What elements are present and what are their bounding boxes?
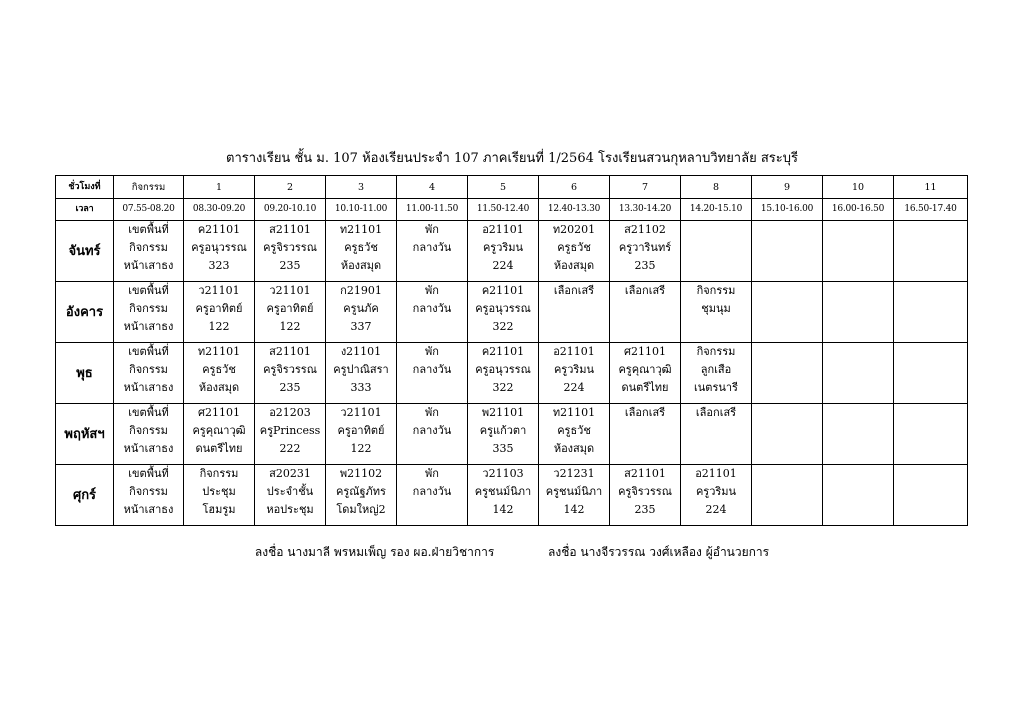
cell-line: ประชุม bbox=[202, 485, 236, 498]
period-cell bbox=[752, 282, 823, 343]
period-cell bbox=[326, 465, 397, 526]
period-cell bbox=[894, 404, 968, 465]
cell-line: ประจำชั้น bbox=[266, 485, 314, 498]
period-time: 11.00-11.50 bbox=[397, 199, 468, 221]
period-number: 6 bbox=[539, 176, 610, 199]
cell-line: เขตพื้นที่ bbox=[128, 345, 169, 358]
cell-line: เขตพื้นที่ bbox=[128, 467, 169, 480]
cell-line: พ21101 bbox=[481, 406, 525, 419]
cell-line: ครูแก้วตา bbox=[479, 424, 527, 437]
cell-line: ค21101 bbox=[481, 284, 525, 297]
period-cell bbox=[681, 465, 752, 526]
cell-line: ส21101 bbox=[269, 345, 311, 358]
cell-line: ครูณัฐภัทร bbox=[336, 485, 386, 498]
day-name: จันทร์ bbox=[56, 221, 114, 282]
day-name: อังคาร bbox=[56, 282, 114, 343]
timetable bbox=[55, 175, 968, 526]
cell-line: 235 bbox=[634, 503, 656, 516]
cell-line: ส21101 bbox=[624, 467, 666, 480]
cell-line: กิจกรรม bbox=[129, 485, 168, 498]
cell-line: เขตพื้นที่ bbox=[128, 223, 169, 236]
cell-line: 224 bbox=[705, 503, 727, 516]
cell-line: กิจกรรม bbox=[199, 467, 239, 480]
cell-line: ครูวริมน bbox=[482, 241, 524, 254]
period-number: 4 bbox=[397, 176, 468, 199]
period-cell bbox=[681, 221, 752, 282]
period-cell bbox=[823, 404, 894, 465]
cell-line: 122 bbox=[279, 320, 301, 333]
period-cell bbox=[397, 404, 468, 465]
cell-line: หอประชุม bbox=[266, 503, 314, 516]
cell-line: กลางวัน bbox=[412, 302, 452, 315]
cell-line: กลางวัน bbox=[412, 241, 452, 254]
period-number: 1 bbox=[184, 176, 255, 199]
period-cell bbox=[468, 221, 539, 282]
period-number: 3 bbox=[326, 176, 397, 199]
period-number: 2 bbox=[255, 176, 326, 199]
signature-director: ลงชื่อ นางจีรวรรณ วงศ์เหลือง ผู้อำนวยการ bbox=[548, 545, 770, 559]
cell-line: กิจกรรม bbox=[696, 345, 736, 358]
day-row bbox=[56, 343, 968, 404]
period-time: 14.20-15.10 bbox=[681, 199, 752, 221]
cell-line: 122 bbox=[208, 320, 230, 333]
cell-line: เลือกเสรี bbox=[553, 284, 595, 297]
day-name: พฤหัสฯ bbox=[56, 404, 114, 465]
cell-line: ครูวารินทร์ bbox=[618, 241, 672, 254]
period-time: 08.30-09.20 bbox=[184, 199, 255, 221]
cell-line: หน้าเสาธง bbox=[123, 259, 174, 272]
period-cell bbox=[397, 221, 468, 282]
cell-line: ศ21101 bbox=[198, 406, 240, 419]
cell-line: ดนตรีไทย bbox=[195, 442, 243, 455]
period-cell bbox=[539, 404, 610, 465]
period-cell bbox=[610, 343, 681, 404]
cell-line: อ21101 bbox=[695, 467, 737, 480]
cell-line: 322 bbox=[492, 381, 514, 394]
day-row bbox=[56, 282, 968, 343]
time-label: เวลา bbox=[56, 199, 114, 221]
cell-line: ครูจิรวรรณ bbox=[618, 485, 672, 498]
activity-cell bbox=[114, 343, 184, 404]
cell-line: โฮมรูม bbox=[202, 503, 236, 516]
cell-line: ครูวริมน bbox=[553, 363, 595, 376]
cell-line: ท21101 bbox=[552, 406, 596, 419]
cell-line: หน้าเสาธง bbox=[123, 442, 174, 455]
period-cell bbox=[468, 465, 539, 526]
cell-line: ว21231 bbox=[553, 467, 595, 480]
period-cell bbox=[894, 221, 968, 282]
cell-line: 337 bbox=[350, 320, 372, 333]
cell-line: ครูนภัค bbox=[343, 302, 379, 315]
cell-line: พัก bbox=[425, 284, 439, 297]
period-cell bbox=[255, 221, 326, 282]
cell-line: ครูธวัช bbox=[202, 363, 236, 376]
period-cell bbox=[681, 343, 752, 404]
cell-line: ครูPrincess bbox=[259, 424, 321, 437]
cell-line: ครูอนุวรรณ bbox=[191, 241, 247, 254]
cell-line: เลือกเสรี bbox=[624, 284, 666, 297]
cell-line: ห้องสมุด bbox=[553, 442, 595, 455]
cell-line: ค21101 bbox=[197, 223, 241, 236]
cell-line: เขตพื้นที่ bbox=[128, 284, 169, 297]
period-cell bbox=[468, 404, 539, 465]
period-time: 11.50-12.40 bbox=[468, 199, 539, 221]
period-cell bbox=[184, 465, 255, 526]
period-cell bbox=[397, 465, 468, 526]
period-cell bbox=[326, 343, 397, 404]
day-name: ศุกร์ bbox=[56, 465, 114, 526]
cell-line: กิจกรรม bbox=[129, 302, 168, 315]
cell-line: พัก bbox=[425, 406, 439, 419]
cell-line: ห้องสมุด bbox=[198, 381, 240, 394]
cell-line: 122 bbox=[350, 442, 372, 455]
cell-line: ครูธวัช bbox=[344, 241, 378, 254]
period-time: 10.10-11.00 bbox=[326, 199, 397, 221]
period-cell bbox=[539, 221, 610, 282]
activity-cell bbox=[114, 221, 184, 282]
cell-line: ครูธวัช bbox=[557, 241, 591, 254]
cell-line: โดมใหญ่2 bbox=[336, 503, 386, 516]
cell-line: 224 bbox=[563, 381, 585, 394]
period-cell bbox=[255, 282, 326, 343]
period-cell bbox=[255, 404, 326, 465]
day-name: พุธ bbox=[56, 343, 114, 404]
period-cell bbox=[326, 404, 397, 465]
cell-line: อ21101 bbox=[553, 345, 595, 358]
activity-cell bbox=[114, 465, 184, 526]
period-cell bbox=[326, 221, 397, 282]
period-time: 09.20-10.10 bbox=[255, 199, 326, 221]
cell-line: ครูคุณาวุฒิ bbox=[192, 424, 246, 437]
cell-line: ท21101 bbox=[197, 345, 241, 358]
cell-line: หน้าเสาธง bbox=[123, 320, 174, 333]
signature-line bbox=[0, 543, 1024, 562]
period-cell bbox=[255, 465, 326, 526]
cell-line: ครูอาทิตย์ bbox=[195, 302, 243, 315]
period-cell bbox=[468, 282, 539, 343]
cell-line: เลือกเสรี bbox=[695, 406, 737, 419]
period-cell bbox=[823, 221, 894, 282]
cell-line: ครูอาทิตย์ bbox=[337, 424, 385, 437]
cell-line: 222 bbox=[279, 442, 301, 455]
activity-time: 07.55-08.20 bbox=[114, 199, 184, 221]
cell-line: ส21101 bbox=[269, 223, 311, 236]
day-row bbox=[56, 404, 968, 465]
cell-line: ว21101 bbox=[340, 406, 382, 419]
cell-line: ครูวริมน bbox=[695, 485, 737, 498]
cell-line: ง21101 bbox=[340, 345, 382, 358]
signature-academic-deputy: ลงชื่อ นางมาลี พรหมเพ็ญ รอง ผอ.ฝ่ายวิชาการ bbox=[254, 545, 495, 559]
cell-line: กิจกรรม bbox=[129, 363, 168, 376]
cell-line: ท20201 bbox=[552, 223, 596, 236]
period-cell bbox=[752, 343, 823, 404]
cell-line: ส20231 bbox=[269, 467, 311, 480]
period-cell bbox=[823, 343, 894, 404]
period-cell bbox=[823, 465, 894, 526]
time-row bbox=[56, 199, 968, 221]
cell-line: ว21103 bbox=[482, 467, 524, 480]
cell-line: พัก bbox=[425, 345, 439, 358]
period-cell bbox=[610, 221, 681, 282]
cell-line: ลูกเสือ bbox=[700, 363, 732, 376]
cell-line: เขตพื้นที่ bbox=[128, 406, 169, 419]
period-cell bbox=[539, 343, 610, 404]
cell-line: กลางวัน bbox=[412, 485, 452, 498]
cell-line: พ21102 bbox=[339, 467, 383, 480]
cell-line: กลางวัน bbox=[412, 424, 452, 437]
cell-line: 142 bbox=[563, 503, 585, 516]
period-time: 16.00-16.50 bbox=[823, 199, 894, 221]
period-cell bbox=[752, 221, 823, 282]
period-cell bbox=[184, 343, 255, 404]
cell-line: ครูคุณาวุฒิ bbox=[618, 363, 672, 376]
period-time: 16.50-17.40 bbox=[894, 199, 968, 221]
cell-line: กลางวัน bbox=[412, 363, 452, 376]
period-cell bbox=[184, 221, 255, 282]
period-cell bbox=[397, 343, 468, 404]
cell-line: 235 bbox=[634, 259, 656, 272]
period-cell bbox=[681, 282, 752, 343]
cell-line: 224 bbox=[492, 259, 514, 272]
cell-line: ค21101 bbox=[481, 345, 525, 358]
cell-line: กิจกรรม bbox=[129, 241, 168, 254]
period-number: 11 bbox=[894, 176, 968, 199]
period-cell bbox=[468, 343, 539, 404]
period-cell bbox=[894, 465, 968, 526]
period-cell bbox=[326, 282, 397, 343]
period-time: 12.40-13.30 bbox=[539, 199, 610, 221]
cell-line: 142 bbox=[492, 503, 514, 516]
period-cell bbox=[823, 282, 894, 343]
cell-line: อ21203 bbox=[269, 406, 311, 419]
cell-line: ดนตรีไทย bbox=[621, 381, 669, 394]
period-cell bbox=[539, 282, 610, 343]
cell-line: กิจกรรม bbox=[696, 284, 736, 297]
cell-line: ท21101 bbox=[339, 223, 383, 236]
period-cell bbox=[539, 465, 610, 526]
period-cell bbox=[255, 343, 326, 404]
page-title: ตารางเรียน ชั้น ม. 107 ห้องเรียนประจำ 107 ภาคเรียนที่ 1/2564 โรงเรียนสวนกุหลาบวิทยาลัย สระบุรี bbox=[226, 151, 798, 166]
activity-label: กิจกรรม bbox=[114, 176, 184, 199]
cell-line: เนตรนารี bbox=[694, 381, 738, 394]
cell-line: ครูจิรวรรณ bbox=[263, 363, 317, 376]
period-time: 13.30-14.20 bbox=[610, 199, 681, 221]
period-cell bbox=[681, 404, 752, 465]
cell-line: ครูอนุวรรณ bbox=[475, 302, 531, 315]
period-cell bbox=[610, 465, 681, 526]
cell-line: ชุมนุม bbox=[701, 302, 731, 315]
period-number: 7 bbox=[610, 176, 681, 199]
cell-line: ว21101 bbox=[198, 284, 240, 297]
cell-line: 235 bbox=[279, 259, 301, 272]
period-cell bbox=[752, 404, 823, 465]
cell-line: 322 bbox=[492, 320, 514, 333]
period-cell bbox=[894, 282, 968, 343]
period-cell bbox=[610, 282, 681, 343]
period-time: 15.10-16.00 bbox=[752, 199, 823, 221]
cell-line: 335 bbox=[492, 442, 514, 455]
cell-line: 235 bbox=[279, 381, 301, 394]
period-label: ชั่วโมงที่ bbox=[56, 176, 114, 199]
period-cell bbox=[184, 282, 255, 343]
activity-cell bbox=[114, 404, 184, 465]
cell-line: 323 bbox=[208, 259, 230, 272]
day-row bbox=[56, 465, 968, 526]
cell-line: หน้าเสาธง bbox=[123, 503, 174, 516]
period-number: 8 bbox=[681, 176, 752, 199]
period-number: 5 bbox=[468, 176, 539, 199]
cell-line: ครูปาณิสรา bbox=[333, 363, 389, 376]
cell-line: ครูชนม์นิภา bbox=[474, 485, 532, 498]
period-cell bbox=[610, 404, 681, 465]
cell-line: ครูธวัช bbox=[557, 424, 591, 437]
cell-line: ห้องสมุด bbox=[553, 259, 595, 272]
cell-line: กิจกรรม bbox=[129, 424, 168, 437]
period-header-row bbox=[56, 176, 968, 199]
cell-line: ครูอาทิตย์ bbox=[266, 302, 314, 315]
cell-line: พัก bbox=[425, 223, 439, 236]
cell-line: ส21102 bbox=[624, 223, 666, 236]
cell-line: ครูอนุวรรณ bbox=[475, 363, 531, 376]
period-cell bbox=[894, 343, 968, 404]
cell-line: 333 bbox=[350, 381, 372, 394]
period-number: 10 bbox=[823, 176, 894, 199]
cell-line: ครูชนม์นิภา bbox=[545, 485, 603, 498]
cell-line: อ21101 bbox=[482, 223, 524, 236]
day-row bbox=[56, 221, 968, 282]
cell-line: ครูจิรวรรณ bbox=[263, 241, 317, 254]
activity-cell bbox=[114, 282, 184, 343]
cell-line: เลือกเสรี bbox=[624, 406, 666, 419]
period-number: 9 bbox=[752, 176, 823, 199]
cell-line: ห้องสมุด bbox=[340, 259, 382, 272]
period-cell bbox=[184, 404, 255, 465]
cell-line: ก21901 bbox=[340, 284, 382, 297]
period-cell bbox=[397, 282, 468, 343]
period-cell bbox=[752, 465, 823, 526]
cell-line: หน้าเสาธง bbox=[123, 381, 174, 394]
cell-line: ว21101 bbox=[269, 284, 311, 297]
cell-line: ศ21101 bbox=[624, 345, 666, 358]
cell-line: พัก bbox=[425, 467, 439, 480]
